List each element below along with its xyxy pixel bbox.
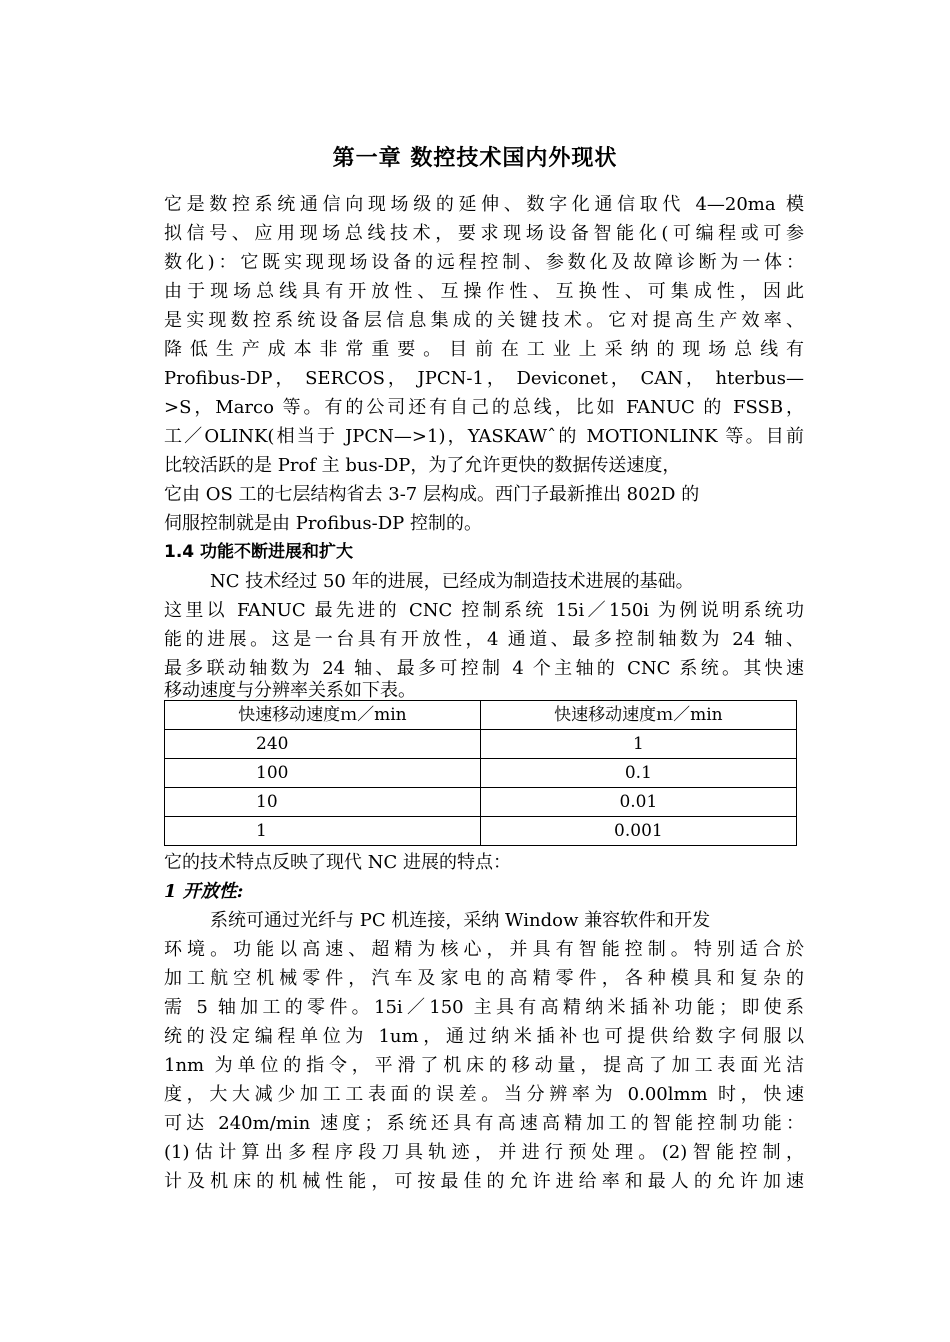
paragraph-line: 可达 240m/min 速度；系统还具有高速高精加工的智能控制功能： — [164, 1113, 804, 1134]
paragraph-line: (1)估计算出多程序段刀具轨迹，并进行预处理。(2)智能控制， — [164, 1142, 804, 1163]
table-row — [165, 817, 797, 846]
paragraph-line: 度，大大减少加工工表面的误差。当分辨率为 0.00lmm 时，快速 — [164, 1084, 804, 1105]
speed-resolution-table — [164, 700, 797, 846]
table-cell: 10 — [165, 788, 481, 817]
table-header-row — [165, 701, 797, 730]
table-row — [165, 759, 797, 788]
table-cell: 1 — [165, 817, 481, 846]
paragraph-line: 伺服控制就是由 Profibus-DP 控制的。 — [164, 513, 482, 534]
table-cell: 240 — [165, 730, 481, 759]
paragraph-line: 移动速度与分辨率关系如下表。 — [164, 680, 416, 701]
paragraph-line: 它的技术特点反映了现代 NC 进展的特点： — [164, 852, 511, 873]
paragraph-line: 1nm 为单位的指令，平滑了机床的移动量，提高了加工表面光洁 — [164, 1055, 804, 1076]
paragraph-line: 由于现场总线具有开放性、互操作性、互换性、可集成性，因此 — [164, 281, 804, 302]
table-header-cell: 快速移动速度ｍ／min — [165, 701, 481, 730]
table-cell: 0.1 — [480, 759, 796, 788]
paragraph-line: 加工航空机械零件，汽车及家电的高精零件，各种模具和复杂的 — [164, 968, 804, 989]
paragraph-line: 需 5 轴加工的零件。15i／150 主具有高精纳米插补功能；即使系 — [164, 997, 804, 1018]
paragraph-line: 它是数控系统通信向现场级的延伸、数字化通信取代 4—20ma 模 — [164, 194, 804, 215]
table-header-cell: 快速移动速度ｍ／min — [480, 701, 796, 730]
paragraph-line: 能的进展。这是一台具有开放性，4 通道、最多控制轴数为 24 轴、 — [164, 629, 804, 650]
paragraph-line: 拟信号、应用现场总线技术，要求现场设备智能化(可编程或可参 — [164, 223, 804, 244]
paragraph-line: 系统可通过光纤与 PC 机连接，采纳 Window 兼容软件和开发 — [210, 910, 711, 931]
table-cell: 100 — [165, 759, 481, 788]
paragraph-line: 数化)：它既实现现场设备的远程控制、参数化及故障诊断为一体： — [164, 252, 804, 273]
table-row — [165, 730, 797, 759]
paragraph-line: 是实现数控系统设备层信息集成的关键技术。它对提高生产效率、 — [164, 310, 804, 331]
paragraph-line: 比较活跃的是 Prof 主 bus-DP，为了允许更快的数据传送速度， — [164, 455, 681, 476]
table-cell: 0.001 — [480, 817, 796, 846]
table-cell: 0.01 — [480, 788, 796, 817]
table-cell: 1 — [480, 730, 796, 759]
paragraph-line: 最多联动轴数为 24 轴、最多可控制 4 个主轴的 CNC 系统。其快速 — [164, 658, 804, 679]
paragraph-line: 统的没定编程单位为 1um，通过纳米插补也可提供给数字伺服以 — [164, 1026, 804, 1047]
paragraph-line: 它由 OS 工的七层结构省去 3-7 层构成。西门子最新推出 802D 的 — [164, 484, 700, 505]
paragraph-line: Profibus-DP， SERCOS， JPCN-1， Deviconet， CAN， hterbus— — [164, 368, 804, 389]
paragraph-line: >S，Marco 等。有的公司还有自己的总线，比如 FANUC 的 FSSB， — [164, 397, 804, 418]
paragraph-line: NC 技术经过 50 年的进展，已经成为制造技术进展的基础。 — [210, 571, 694, 592]
section-heading: 1.4 功能不断进展和扩大 — [164, 542, 354, 562]
chapter-title: 第一章 数控技术国内外现状 — [332, 146, 618, 171]
paragraph-line: 计及机床的机械性能，可按最佳的允许进给率和最人的允许加速 — [164, 1171, 804, 1192]
paragraph-line: 环境。功能以高速、超精为核心，并具有智能控制。特别适合於 — [164, 939, 804, 960]
subheading: 1 开放性: — [164, 881, 244, 902]
paragraph-line: 这里以 FANUC 最先进的 CNC 控制系统 15i／150i 为例说明系统功 — [164, 600, 804, 621]
table-row — [165, 788, 797, 817]
paragraph-line: 降低生产成本非常重要。目前在工业上采纳的现场总线有 — [164, 339, 804, 360]
paragraph-line: 工／OLINK(相当于 JPCN—>1)，YASKAWˆ的 MOTIONLINK 等。目前 — [164, 426, 804, 447]
